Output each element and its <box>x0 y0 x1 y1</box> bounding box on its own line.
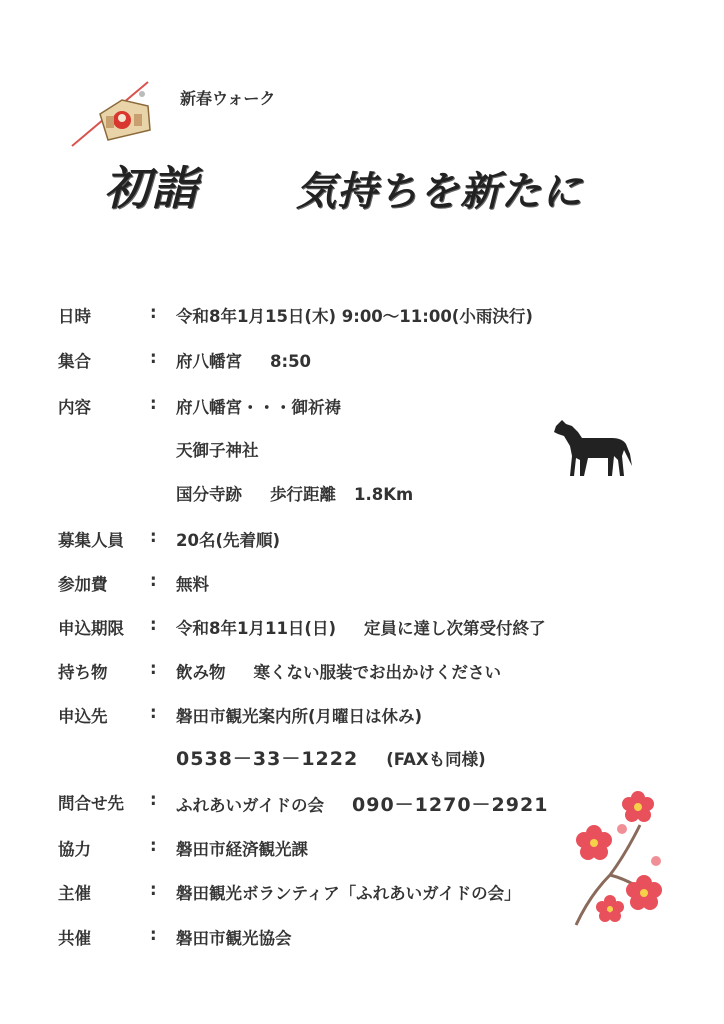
meeting-time: 8:50 <box>270 352 312 371</box>
content-line1: 府八幡宮・・・御祈祷 <box>176 398 341 417</box>
belongings-item: 飲み物 <box>176 663 226 682</box>
inquiry-org: ふれあいガイドの会 <box>176 796 325 815</box>
apply-to-value: 磐田市観光案内所(月曜日は休み) <box>176 707 423 726</box>
distance-value: 1.8Km <box>354 485 414 504</box>
content-line2: 天御子神社 <box>176 441 259 460</box>
fee-label: 参加費 <box>58 575 108 594</box>
capacity-value: 20名(先着順) <box>176 531 281 550</box>
colon: : <box>150 836 157 855</box>
colon: : <box>150 703 157 722</box>
distance-label: 歩行距離 <box>270 485 336 504</box>
meeting-label: 集合 <box>58 352 91 371</box>
colon: : <box>150 394 157 413</box>
page-tagline: 気持ちを新たに <box>296 169 583 215</box>
ema-daruma-icon <box>70 80 160 150</box>
capacity-label: 募集人員 <box>58 531 124 550</box>
datetime-label: 日時 <box>58 307 91 326</box>
colon: : <box>150 527 157 546</box>
inquiry-label: 問合せ先 <box>58 794 124 813</box>
colon: : <box>150 348 157 367</box>
cooperation-value: 磐田市経済観光課 <box>176 840 308 859</box>
deadline-note: 定員に達し次第受付終了 <box>364 619 546 638</box>
colon: : <box>150 303 157 322</box>
apply-to-label: 申込先 <box>58 707 108 726</box>
colon: : <box>150 880 157 899</box>
plum-blossom-icon <box>570 785 666 935</box>
inquiry-phone: 090－1270－2921 <box>352 794 549 816</box>
cosponsor-label: 共催 <box>58 929 91 948</box>
colon: : <box>150 925 157 944</box>
apply-to-contact <box>176 744 486 771</box>
belongings-note: 寒くない服装でお出かけください <box>253 663 501 682</box>
page-title: 初詣 <box>104 161 198 215</box>
horse-silhouette-icon <box>552 418 634 480</box>
content-line3 <box>176 481 413 505</box>
organizer-label: 主催 <box>58 884 91 903</box>
apply-phone: 0538－33－1222 <box>176 748 359 770</box>
fee-value: 無料 <box>176 575 209 594</box>
event-subtitle: 新春ウォーク <box>180 89 276 108</box>
colon: : <box>150 615 157 634</box>
datetime-value: 令和8年1月15日(木) 9:00～11:00(小雨決行) <box>176 307 533 326</box>
content-label: 内容 <box>58 398 91 417</box>
fax-note: (FAXも同様) <box>386 750 486 769</box>
deadline-label: 申込期限 <box>58 619 124 638</box>
content-place: 国分寺跡 <box>176 485 242 504</box>
cooperation-label: 協力 <box>58 840 91 859</box>
organizer-value: 磐田観光ボランティア「ふれあいガイドの会」 <box>176 884 521 903</box>
colon: : <box>150 659 157 678</box>
cosponsor-value: 磐田市観光協会 <box>176 929 292 948</box>
colon: : <box>150 571 157 590</box>
meeting-place: 府八幡宮 <box>176 352 242 371</box>
belongings-label: 持ち物 <box>58 663 108 682</box>
deadline-date: 令和8年1月11日(日) <box>176 619 337 638</box>
colon: : <box>150 790 157 809</box>
